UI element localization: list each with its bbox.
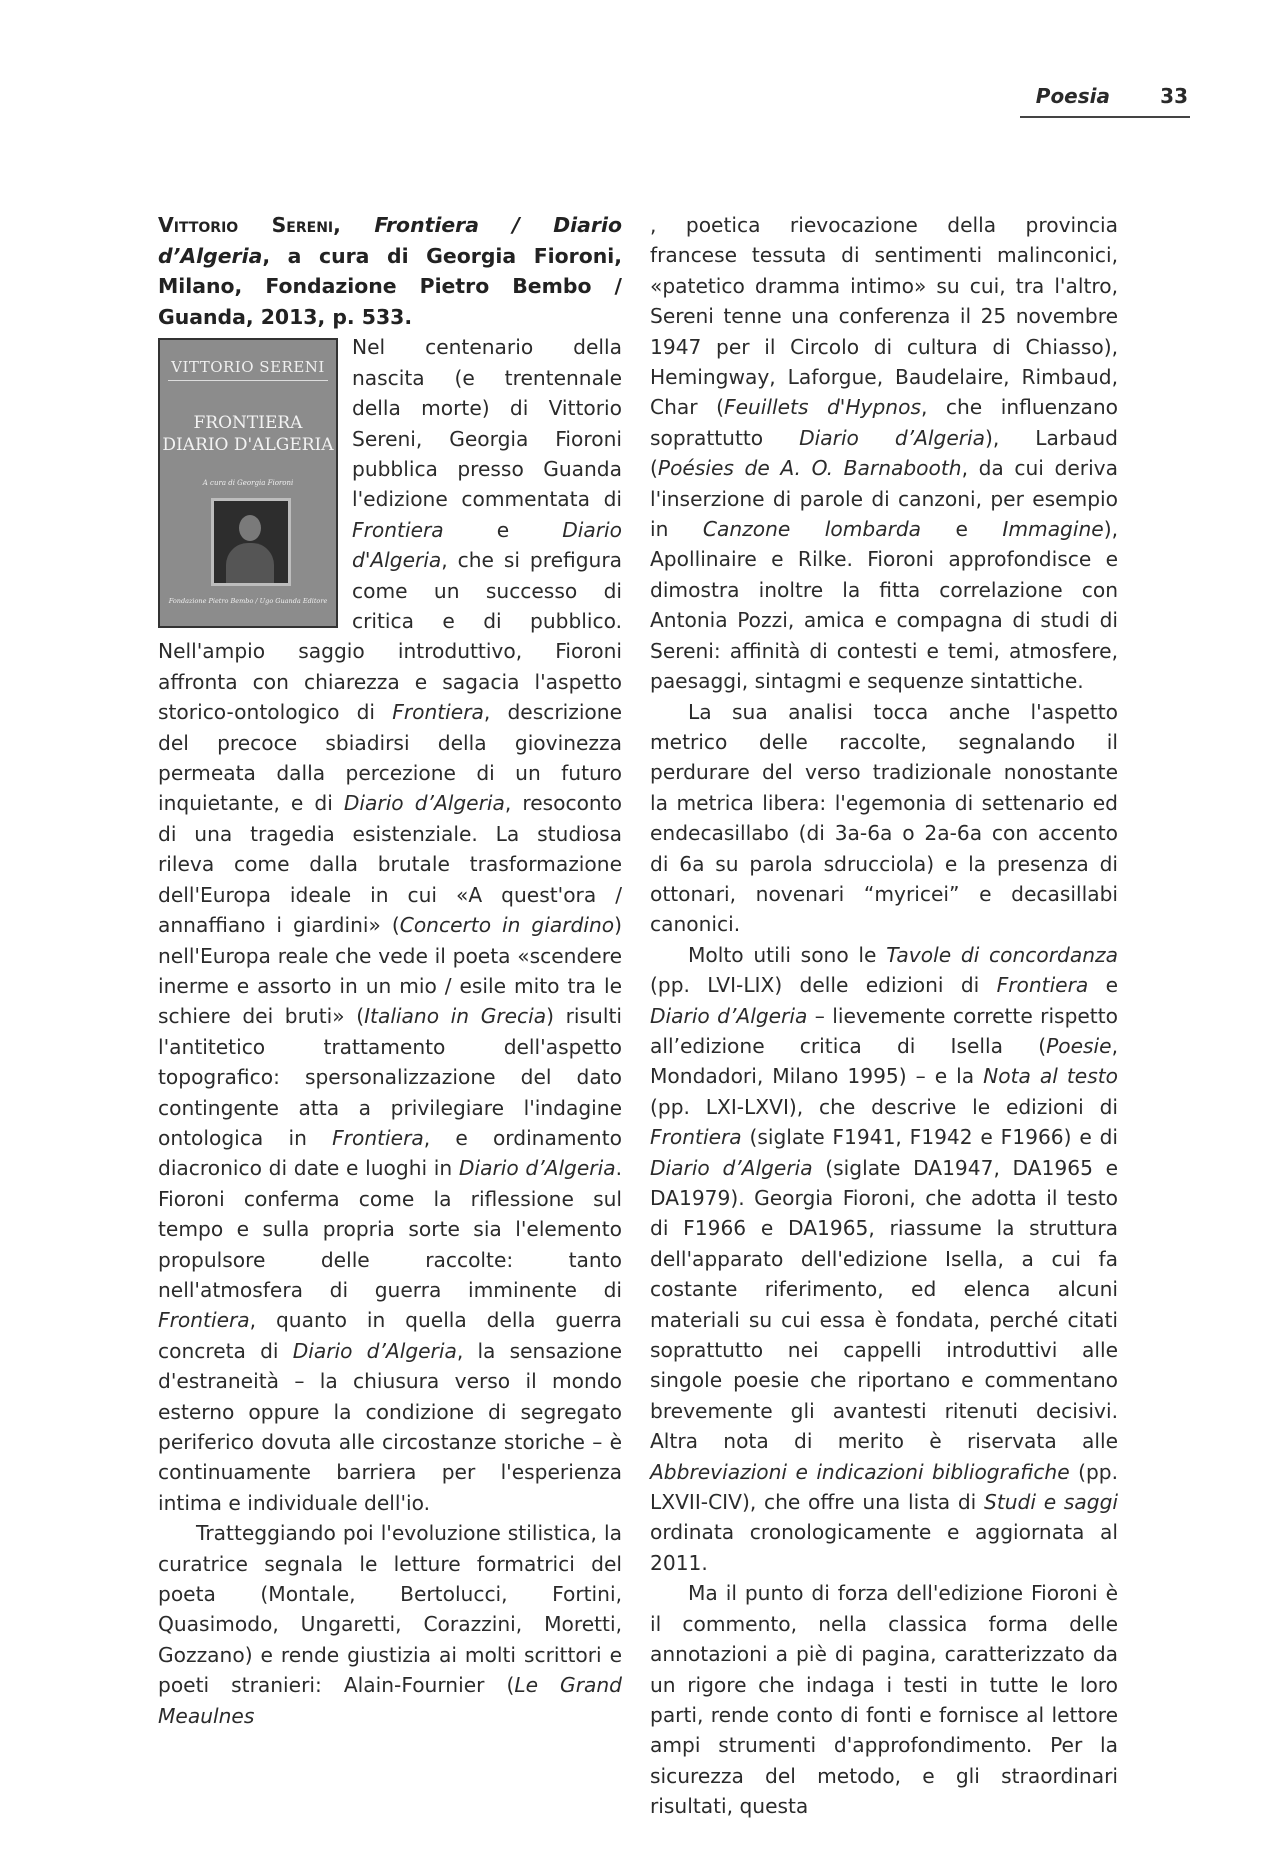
- cover-portrait-photo: [211, 498, 291, 586]
- cover-rule: [168, 380, 328, 381]
- header-rule: [1020, 116, 1190, 118]
- paragraph-2-start: Tratteggiando poi l'evoluzione stilistica, la curatrice segnala le letture formatrici del poeta (Montale, Bertolucci, Fortini, Quasimodo, Ungaretti, Corazzini, Moretti, Gozzano) e rende giustizia ai molti scrittori e poeti stranieri: Alain-Fournier (Le Grand Meaulnes: [158, 1521, 622, 1728]
- cover-curator: A cura di Georgia Fioroni: [202, 479, 294, 488]
- heading-title: Frontiera / Diario d’Algeria: [158, 213, 622, 268]
- cover-title: FRONTIERA DIARIO D'ALGERIA: [162, 413, 334, 456]
- paragraph-4: Molto utili sono le Tavole di concordanza (pp. LVI-LIX) delle edizioni di Frontiera e Diario d’Algeria – lievemente corrette rispetto all’edizione critica di Isella (Poesie, Mondadori, Milano 1995) – e la Nota al testo (pp. LXI-LXVI), che descrive le edizioni di Frontiera (siglate F1941, F1942 e F1966) e di Diario d’Algeria (siglate DA1947, DA1965 e DA1979). Georgia Fioroni, che adotta il testo di F1966 e DA1965, riassume la struttura dell'apparato dell'edizione Isella, a cui fa costante riferimento, ed elenca alcuni materiali su cui essa è fondata, perché citati soprattutto nei cappelli introduttivi alle singole poesie che riportano e commentano brevemente gli avantesti ritenuti decisivi. Altra nota di merito è riservata alle Abbreviazioni e indicazioni bibliografiche (pp. LXVII-CIV), che offre una lista di Studi e saggi ordinata cronologicamente e aggiornata al 2011.: [650, 942, 1119, 1575]
- paragraph-3: La sua analisi tocca anche l'aspetto metrico delle raccolte, segnalando il perdurare del verso tradizionale nonostante la metrica libera: l'egemonia di settenario ed endecasillabo (di 3a-6a o 2a-6a con accento di 6a su parola sdrucciola) e la presenza di ottonari, novenari “myricei” e decasillabi canonici.: [650, 699, 1118, 937]
- right-column: [650, 210, 1118, 1822]
- book-cover-image: [158, 338, 338, 628]
- running-header-section: Poesia: [1035, 84, 1110, 108]
- heading-author: Vittorio Sereni: [158, 213, 334, 237]
- cover-publisher: Fondazione Pietro Bembo / Ugo Guanda Editore: [168, 596, 328, 605]
- cover-author: VITTORIO SERENI: [171, 358, 325, 377]
- paragraph-5: Ma il punto di forza dell'edizione Fioroni è il commento, nella classica forma delle annotazioni a piè di pagina, caratterizzato da un rigore che indaga i testi in tutte le loro parti, rende conto di fonti e fornisce al lettore ampi strumenti d'approfondimento. Per la sicurezza del metodo, e gli straordinari risultati, questa: [650, 1581, 1118, 1819]
- left-column: [158, 210, 622, 1731]
- review-heading: Vittorio Sereni, Frontiera / Diario d’Algeria, a cura di Georgia Fioroni, Milano, Fondazione Pietro Bembo / Guanda, 2013, p. 533.: [158, 213, 622, 329]
- paragraph-1: Nel centenario della nascita (e trentennale della morte) di Vittorio Sereni, Georgia Fioroni pubblica presso Guanda l'edizione commentata di Frontiera e Diario d'Algeria, che si prefigura come un successo di critica e di pubblico. Nell'ampio saggio introduttivo, Fioroni affronta con chiarezza e sagacia l'aspetto storico-ontologico di Frontiera, descrizione del precoce sbiadirsi della giovinezza permeata dalla percezione di un futuro inquietante, e di Diario d’Algeria, resoconto di una tragedia esistenziale. La studiosa rileva come dalla brutale trasformazione dell'Europa ideale in cui «A quest'ora / annaffiano i giardini» (Concerto in giardino) nell'Europa reale che vede il poeta «scendere inerme e assorto in un mio / esile mito tra le schiere dei bruti» (Italiano in Grecia) risulti l'antitetico trattamento dell'aspetto topografico: spersonalizzazione del dato contingente atta a privilegiare l'indagine ontologica in Frontiera, e ordinamento diacronico di date e luoghi in Diario d’Algeria. Fioroni conferma come la riflessione sul tempo e sulla propria sorte sia l'elemento propulsore delle raccolte: tanto nell'atmosfera di guerra imminente di Frontiera, quanto in quella della guerra concreta di Diario d’Algeria, la sensazione d'estraneità – la chiusura verso il mondo esterno oppure la condizione di segregato periferico dovuta alle circostanze storiche – è continuamente barriera per l'esperienza intima e individuale dell'io.: [158, 335, 622, 1515]
- page-number: 33: [1160, 84, 1188, 108]
- paragraph-2-end: , poetica rievocazione della provincia francese tessuta di sentimenti malinconici, «patetico dramma intimo» su cui, tra l'altro, Sereni tenne una conferenza il 25 novembre 1947 per il Circolo di cultura di Chiasso), Hemingway, Laforgue, Baudelaire, Rimbaud, Char (Feuillets d'Hypnos, che influenzano soprattutto Diario d’Algeria), Larbaud (Poésies de A. O. Barnabooth, da cui deriva l'inserzione di parole di canzoni, per esempio in Canzone lombarda e Immagine), Apollinaire e Rilke. Fioroni approfondisce e dimostra inoltre la fitta correlazione con Antonia Pozzi, amica e compagna di studi di Sereni: affinità di contesti e temi, atmosfere, paesaggi, sintagmi e sequenze sintattiche.: [650, 213, 1118, 694]
- heading-details: , a cura di Georgia Fioroni, Milano, Fondazione Pietro Bembo / Guanda, 2013, p. 533.: [158, 243, 622, 329]
